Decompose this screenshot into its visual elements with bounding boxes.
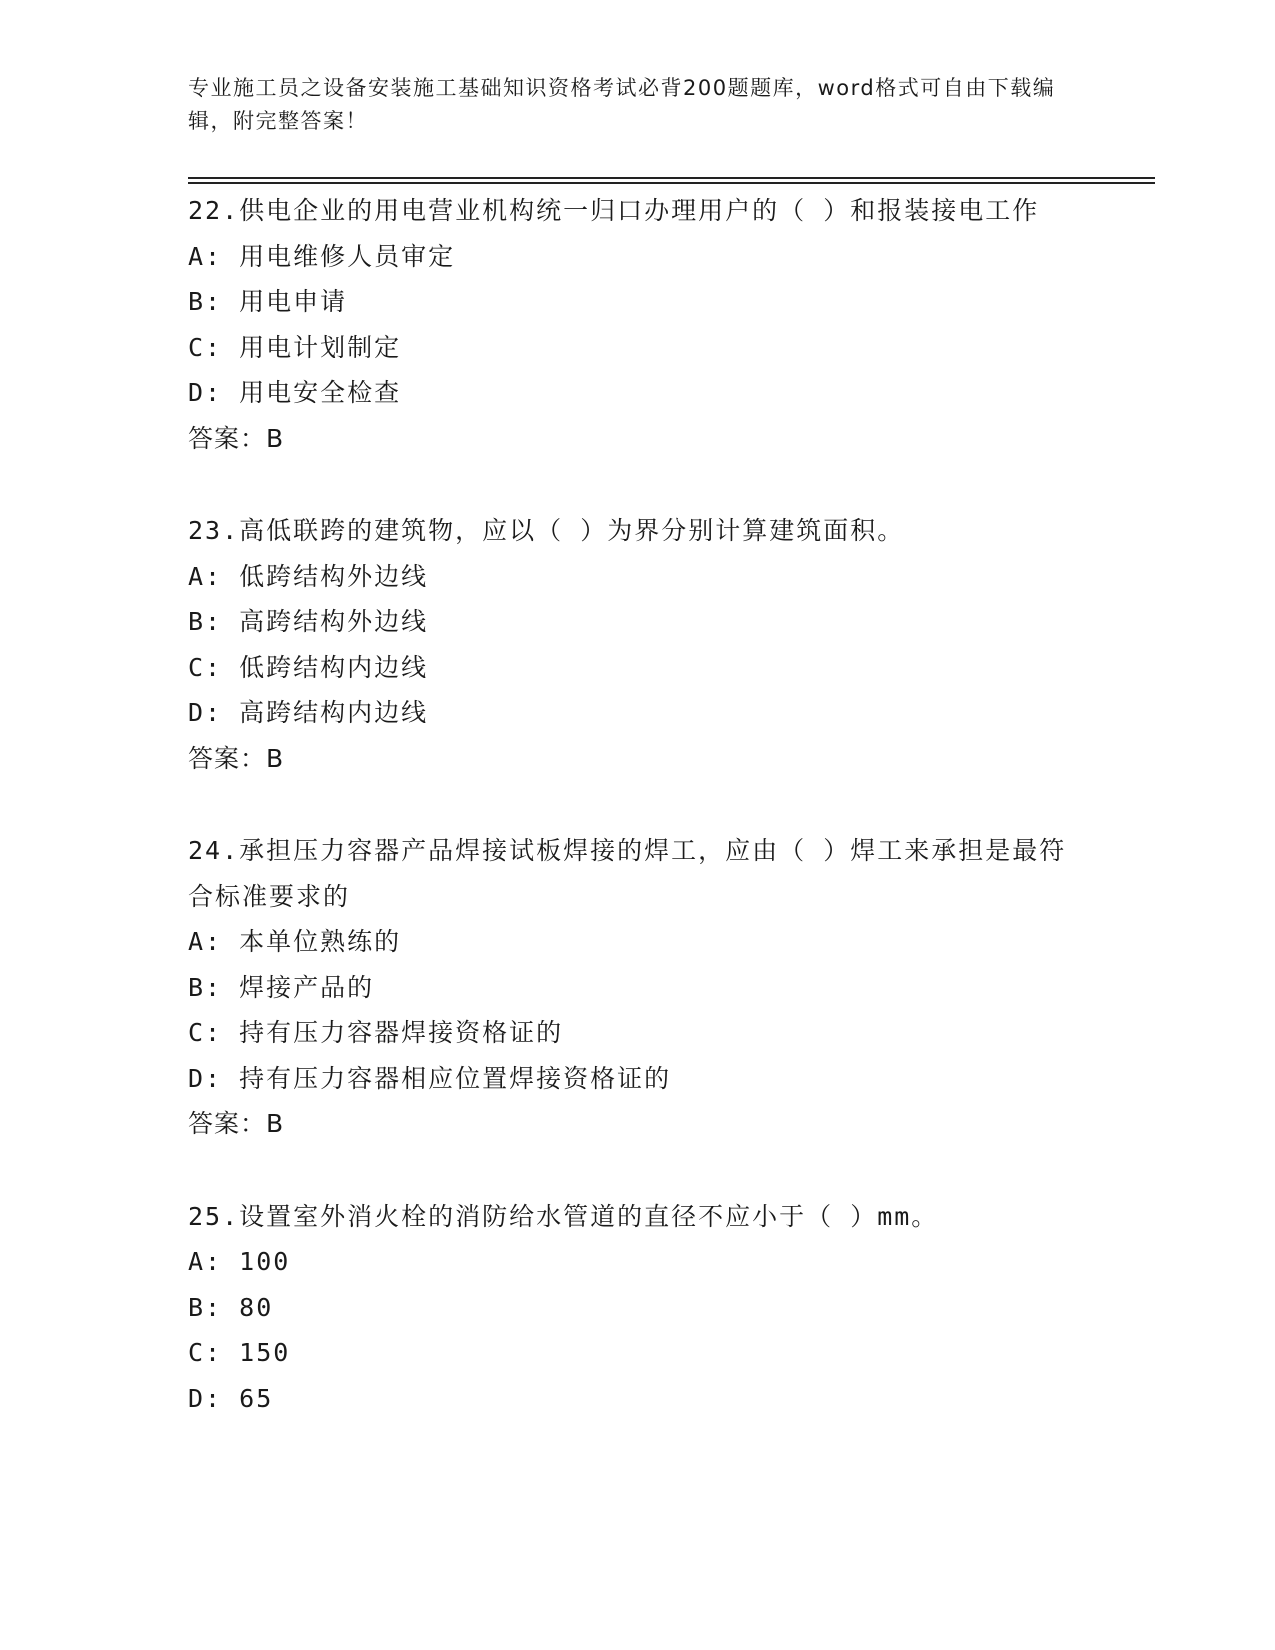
question-stem: 23.高低联跨的建筑物，应以（ ）为界分别计算建筑面积。 xyxy=(188,516,905,545)
answer-label: 答案：B xyxy=(188,423,285,453)
option-a: A: 用电维修人员审定 xyxy=(188,241,456,271)
question-stem: 24.承担压力容器产品焊接试板焊接的焊工，应由（ ）焊工来承担是最符合标准要求的 xyxy=(188,836,1067,911)
option-d: D: 持有压力容器相应位置焊接资格证的 xyxy=(188,1063,672,1093)
option-d: D: 高跨结构内边线 xyxy=(188,698,429,727)
option-b: B: 高跨结构外边线 xyxy=(188,607,429,636)
option-c: C: 持有压力容器焊接资格证的 xyxy=(188,1018,564,1047)
option-a: A: 100 xyxy=(188,1247,291,1276)
answer-label: 答案：B xyxy=(188,743,285,773)
question-stem: 22.供电企业的用电营业机构统一归口办理用户的（ ）和报装接电工作 xyxy=(188,196,1040,225)
question-23 xyxy=(188,508,1068,781)
question-list xyxy=(188,188,1068,1468)
question-stem: 25.设置室外消火栓的消防给水管道的直径不应小于（ ）mm。 xyxy=(188,1201,939,1231)
header-divider-top xyxy=(188,177,1155,179)
option-c: C: 低跨结构内边线 xyxy=(188,652,429,682)
answer-label: 答案：B xyxy=(188,1109,285,1138)
option-d: D: 65 xyxy=(188,1383,274,1413)
option-a: A: 本单位熟练的 xyxy=(188,927,402,956)
question-25 xyxy=(188,1194,1068,1422)
option-c: C: 用电计划制定 xyxy=(188,332,402,362)
question-24 xyxy=(188,828,1068,1147)
option-b: B: 用电申请 xyxy=(188,287,348,316)
option-b: B: 焊接产品的 xyxy=(188,972,375,1002)
option-a: A: 低跨结构外边线 xyxy=(188,561,429,591)
option-c: C: 150 xyxy=(188,1338,291,1367)
header-divider-bottom xyxy=(188,182,1155,184)
option-d: D: 用电安全检查 xyxy=(188,378,402,407)
document-intro: 专业施工员之设备安装施工基础知识资格考试必背200题题库，word格式可自由下载编辑，附完整答案！ xyxy=(188,76,1056,133)
option-b: B: 80 xyxy=(188,1292,274,1322)
question-22 xyxy=(188,188,1068,461)
